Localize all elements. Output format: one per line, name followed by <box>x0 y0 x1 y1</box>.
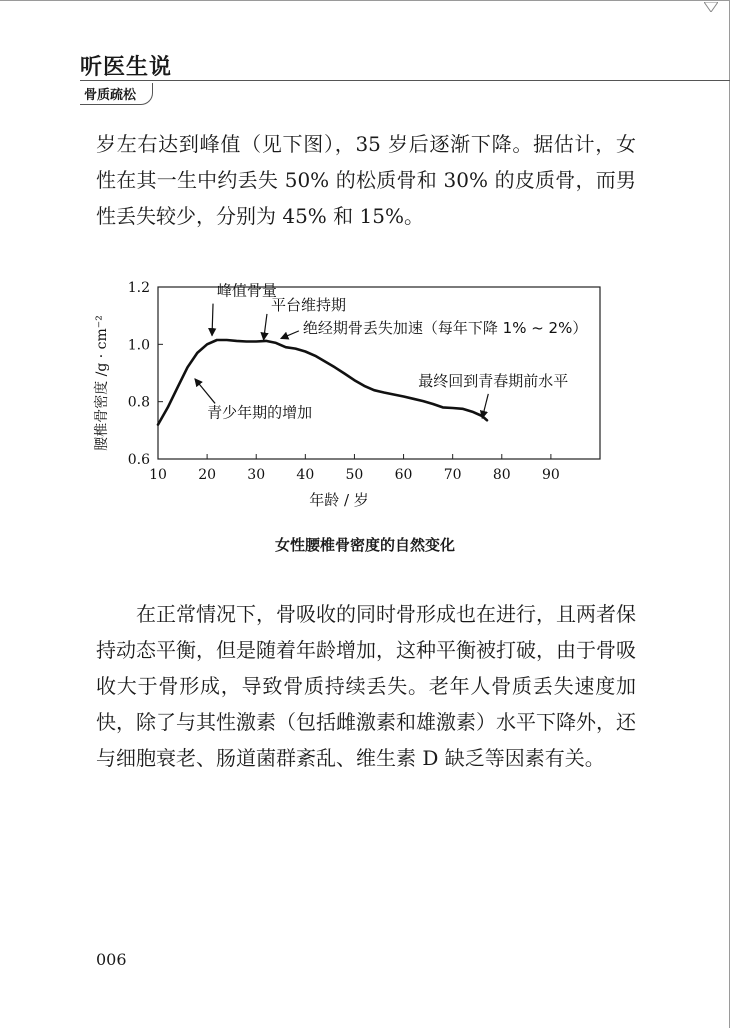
annotation-label: 峰值骨量 <box>216 281 277 300</box>
annotation-arrow <box>212 304 213 336</box>
annotation-label: 绝经期骨丢失加速（每年下降 1% ~ 2%） <box>302 318 588 337</box>
figure-caption: 女性腰椎骨密度的自然变化 <box>274 536 455 554</box>
annotations <box>195 282 588 422</box>
paragraph-1: 岁左右达到峰值（见下图），35 岁后逐渐下降。据估计，女性在其一生中约丢失 50% 的松质骨和 30% 的皮质骨，而男性丢失较少，分别为 45% 和 15%。 <box>96 132 636 228</box>
x-tick-label: 10 <box>149 467 167 483</box>
y-tick-label: 1.2 <box>127 280 150 296</box>
header-rule <box>80 80 730 81</box>
x-tick-label: 20 <box>198 467 217 483</box>
bone-density-chart <box>90 262 650 524</box>
x-tick-label: 70 <box>443 467 462 483</box>
book-subtitle: 骨质疏松 <box>80 83 153 105</box>
page-number: 006 <box>96 950 127 969</box>
annotation-arrow <box>281 331 299 339</box>
paragraph-2: 在正常情况下，骨吸收的同时骨形成也在进行，且两者保持动态平衡，但是随着年龄增加，这种平衡被打破，由于骨吸收大于骨形成，导致骨质持续丢失。老年人骨质丢失速度加快，除了与其性激素（包括雌激素和雄激素）水平下降外，还与细胞衰老、肠道菌群紊乱、维生素 D 缺乏等因素有关。 <box>96 602 636 770</box>
annotation-label: 青少年期的增加 <box>207 403 313 422</box>
x-tick-label: 30 <box>247 467 266 483</box>
x-axis-label: 年龄 / 岁 <box>309 491 369 509</box>
chart-svg <box>90 262 650 524</box>
x-tick-label: 80 <box>492 467 511 483</box>
x-tick-label: 40 <box>296 467 315 483</box>
annotation-label: 最终回到青春期前水平 <box>418 371 569 390</box>
axes <box>93 280 600 509</box>
fold-corner-icon <box>704 2 718 12</box>
x-tick-label: 60 <box>394 467 413 483</box>
y-axis-label: 腰椎骨密度 /g · cm⁻² <box>94 315 110 451</box>
y-tick-label: 1.0 <box>127 337 150 354</box>
x-tick-label: 90 <box>541 467 560 483</box>
annotation-arrow <box>482 394 488 418</box>
running-header <box>80 50 730 104</box>
annotation-arrow <box>264 314 267 340</box>
y-tick-label: 0.8 <box>127 394 150 411</box>
annotation-label: 平台维持期 <box>270 295 346 314</box>
y-tick-label: 0.6 <box>127 452 150 468</box>
annotation-arrow <box>195 379 215 404</box>
x-tick-label: 50 <box>345 467 364 483</box>
series-title: 听医生说 <box>80 55 173 80</box>
